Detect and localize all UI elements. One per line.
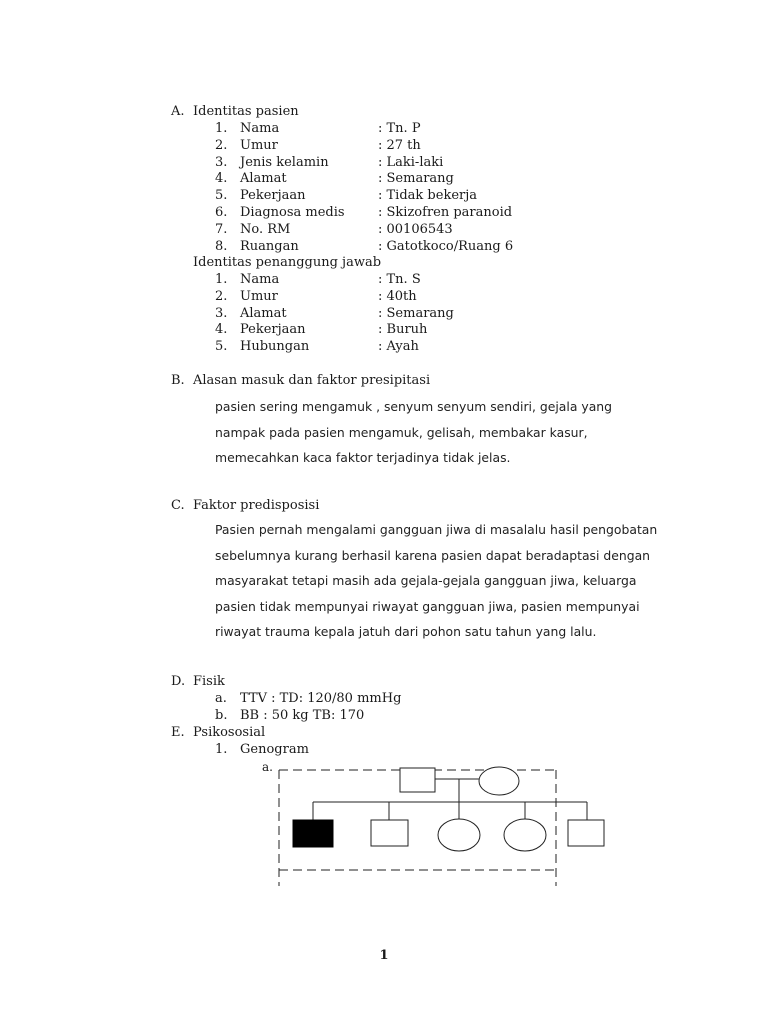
field-value: : Laki-laki [378, 154, 444, 170]
field-value: : Skizofren paranoid [378, 205, 513, 220]
section-letter: D. [171, 674, 186, 689]
section-title: Fisik [193, 674, 225, 689]
item-number: 8. [215, 238, 228, 254]
field-label: Nama [240, 121, 280, 136]
field-label: Alamat [240, 171, 287, 187]
paragraph-line: memecahkan kaca faktor terjadinya tidak jelas. [215, 450, 511, 465]
paragraph-line: pasien sering mengamuk , senyum senyum sendiri, gejala yang [215, 399, 613, 414]
item-number: 2. [215, 137, 228, 153]
field-label: No. RM [240, 221, 291, 237]
item-number: 1. [215, 742, 228, 757]
paragraph-line: pasien tidak mempunyai riwayat gangguan jiwa, pasien mempunyai [215, 598, 640, 614]
genogram-label: a. [262, 760, 273, 774]
item-number: 1. [215, 121, 228, 136]
item-number: 5. [215, 339, 228, 355]
field-label: Diagnosa medis [240, 205, 345, 220]
sibling-female-symbol [504, 819, 546, 851]
item-number: 6. [215, 205, 228, 220]
item-number: b. [215, 708, 228, 723]
item-number: 4. [215, 171, 228, 187]
field-label: Umur [240, 137, 278, 153]
field-value: : Semarang [378, 171, 454, 187]
father-male-symbol [400, 768, 435, 792]
field-label: Hubungan [240, 339, 310, 355]
mother-female-symbol [479, 767, 519, 795]
section-title: Alasan masuk dan faktor presipitasi [193, 373, 431, 388]
item-text: BB : 50 kg TB: 170 [240, 708, 365, 723]
item-number: 3. [215, 305, 228, 321]
sibling-male-symbol [568, 820, 604, 846]
field-value: : 00106543 [378, 221, 453, 237]
item-number: 2. [215, 288, 228, 304]
paragraph-line: nampak pada pasien mengamuk, gelisah, membakar kasur, [215, 424, 588, 440]
guardian-heading: Identitas penanggung jawab [193, 255, 382, 270]
paragraph-line: masyarakat tetapi masih ada gejala-gejala gangguan jiwa, keluarga [215, 573, 637, 588]
field-label: Nama [240, 272, 280, 287]
field-value: : 27 th [378, 137, 421, 153]
paragraph-line: Pasien pernah mengalami gangguan jiwa di masalalu hasil pengobatan [215, 522, 658, 537]
section-letter: C. [171, 498, 185, 513]
field-value: : Semarang [378, 305, 454, 321]
field-value: : Tidak bekerja [378, 188, 478, 204]
paragraph-line: riwayat trauma kepala jatuh dari pohon satu tahun yang lalu. [215, 624, 597, 639]
section-title: Faktor predisposisi [193, 498, 320, 513]
item-text: Genogram [240, 742, 309, 757]
field-value: : Buruh [378, 322, 428, 338]
section-letter: B. [171, 373, 185, 388]
item-number: 7. [215, 221, 228, 237]
section-letter: A. [171, 104, 185, 119]
section-title: Identitas pasien [193, 104, 299, 119]
field-label: Jenis kelamin [240, 154, 329, 170]
field-value: : Ayah [378, 339, 419, 355]
field-label: Alamat [240, 305, 287, 321]
sibling-female-symbol [438, 819, 480, 851]
field-label: Ruangan [240, 238, 299, 254]
field-value: : Tn. S [378, 272, 421, 287]
item-number: 1. [215, 272, 228, 287]
field-value: : Tn. P [378, 121, 421, 136]
sibling-male-symbol [371, 820, 408, 846]
section-title: Psikososial [193, 725, 266, 740]
field-label: Pekerjaan [240, 188, 306, 204]
paragraph-line: sebelumnya kurang berhasil karena pasien dapat beradaptasi dengan [215, 547, 651, 563]
section-letter: E. [171, 725, 185, 740]
item-number: 3. [215, 154, 228, 170]
item-number: a. [215, 691, 227, 706]
page-number: 1 [379, 948, 389, 963]
field-label: Umur [240, 288, 278, 304]
field-value: : Gatotkoco/Ruang 6 [378, 238, 514, 254]
item-number: 4. [215, 322, 228, 338]
item-text: TTV : TD: 120/80 mmHg [240, 691, 402, 706]
field-value: : 40th [378, 288, 417, 304]
item-number: 5. [215, 188, 228, 204]
field-label: Pekerjaan [240, 322, 306, 338]
patient-male-symbol [293, 820, 333, 847]
